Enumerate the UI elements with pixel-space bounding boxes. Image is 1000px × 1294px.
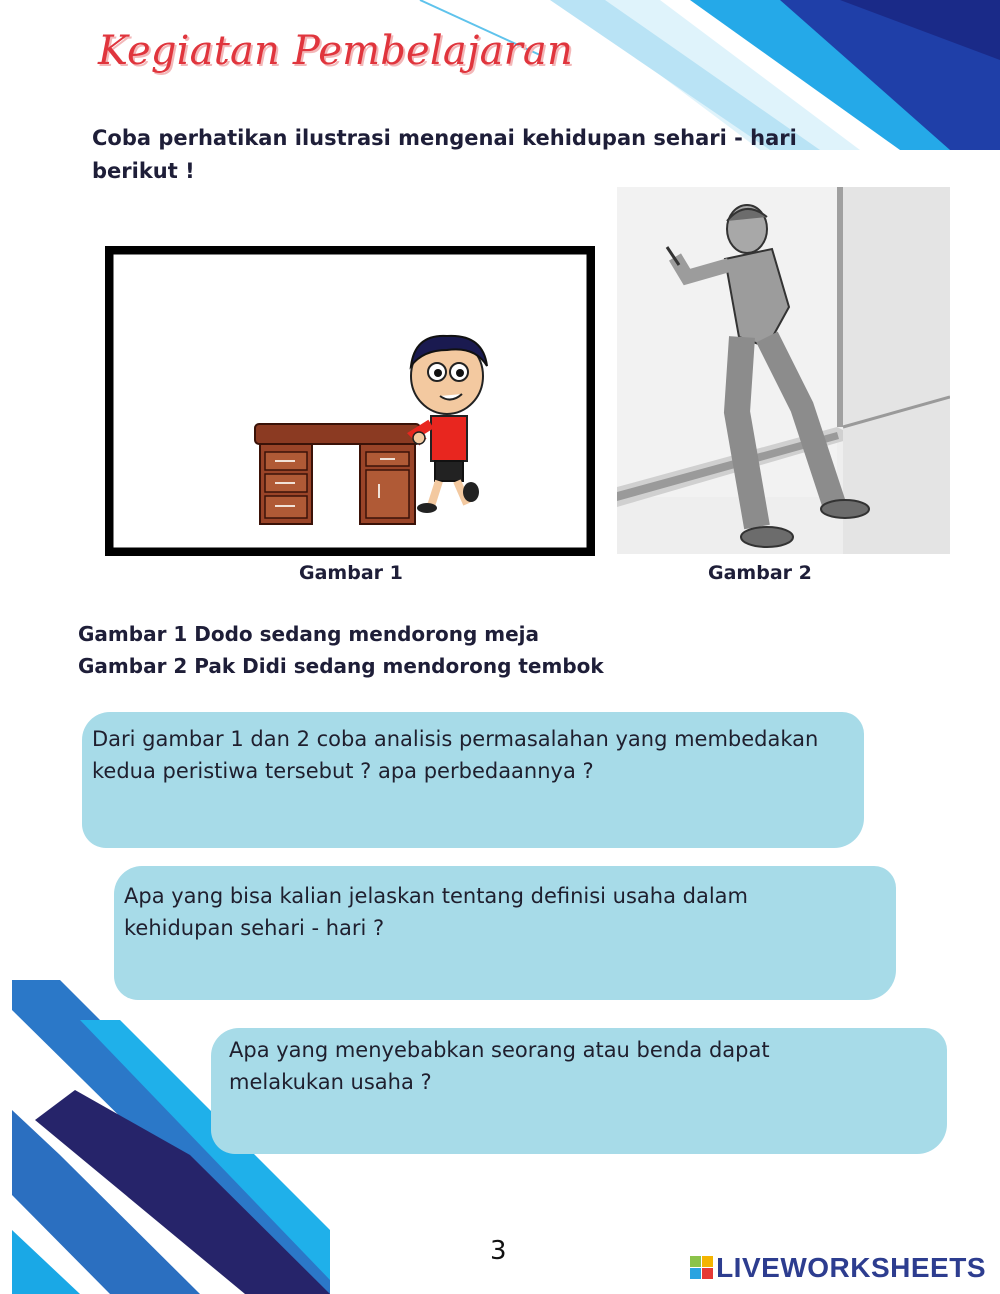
description-line-1: Gambar 1 Dodo sedang mendorong meja — [78, 622, 540, 646]
liveworksheets-logo-icon — [690, 1256, 714, 1280]
figure-1-image — [105, 246, 595, 556]
brand-name: LIVEWORKSHEETS — [716, 1252, 986, 1283]
description-line-2: Gambar 2 Pak Didi sedang mendorong tembok — [78, 654, 604, 678]
question-2-text: Apa yang bisa kalian jelaskan tentang definisi usaha dalam kehidupan sehari - hari ? — [124, 884, 749, 940]
figure-2-caption: Gambar 2 — [708, 562, 812, 584]
page-title: Kegiatan Pembelajaran — [98, 28, 573, 74]
question-1-text: Dari gambar 1 dan 2 coba analisis permasalahan yang membedakan kedua peristiwa tersebut ? apa perbedaannya ? — [92, 727, 819, 783]
question-3-text: Apa yang menyebabkan seorang atau benda dapat melakukan usaha ? — [229, 1038, 770, 1094]
intro-text: Coba perhatikan ilustrasi mengenai kehidupan sehari - hari berikut ! — [92, 126, 797, 183]
figure-1-caption: Gambar 1 — [299, 562, 403, 584]
brand-logo[interactable] — [690, 1252, 986, 1284]
figure-2-image — [617, 187, 950, 554]
page-number: 3 — [490, 1236, 507, 1266]
